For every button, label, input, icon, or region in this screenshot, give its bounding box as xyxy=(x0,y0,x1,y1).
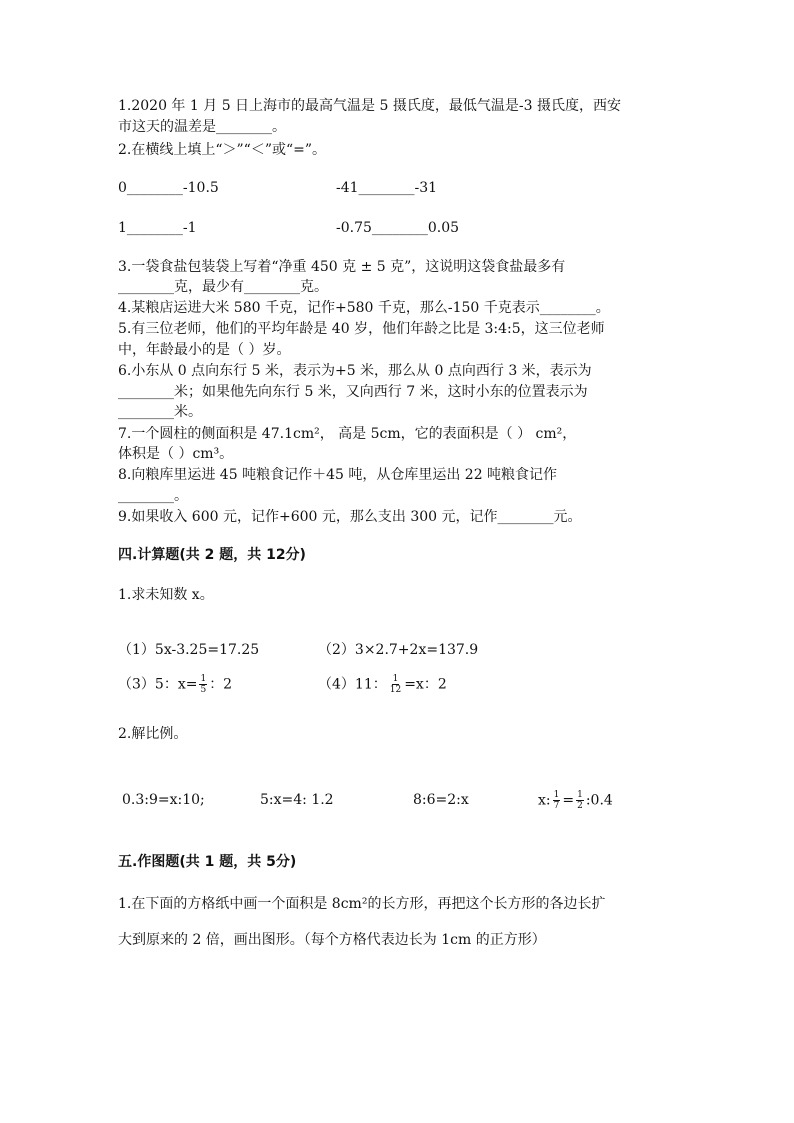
q6-line1: 6.小东从 0 点向东行 5 米，表示为+5 米，那么从 0 点向西行 3 米，表示为 xyxy=(118,363,592,379)
q8-line1: 8.向粮库里运进 45 吨粮食记作＋45 吨，从仓库里运出 22 吨粮食记作 xyxy=(118,467,558,483)
fraction-denominator: 5 xyxy=(200,685,207,695)
fraction-one-half xyxy=(576,790,584,811)
q7-line2: 体积是（ ）cm³。 xyxy=(118,446,234,462)
equation-3 xyxy=(118,674,232,695)
fraction-denominator: 12 xyxy=(389,685,402,695)
fraction-denominator: 2 xyxy=(577,801,583,811)
proportion-4-equals: = xyxy=(562,792,575,809)
section4-heading: 四.计算题(共 2 题，共 12分) xyxy=(118,547,306,563)
q7-line1: 7.一个圆柱的侧面积是 47.1cm²， 高是 5cm，它的表面积是（ ） cm²， xyxy=(118,426,577,442)
fraction-one-twelfth xyxy=(389,674,402,695)
q3-line1: 3.一袋食盐包装袋上写着“净重 450 克 ± 5 克”，这说明这袋食盐最多有 xyxy=(118,259,566,275)
s5-q1-line1: 1.在下面的方格纸中画一个面积是 8cm²的长方形，再把这个长方形的各边长扩 xyxy=(118,896,606,912)
proportion-1: 0.3:9=x:10; xyxy=(122,792,205,808)
equation-4-suffix: =x：2 xyxy=(404,676,447,693)
section5-heading: 五.作图题(共 1 题，共 5分) xyxy=(118,854,297,870)
q5-line2: 中，年龄最小的是（ ）岁。 xyxy=(118,342,291,358)
q2-item-1: 0________-10.5 xyxy=(118,180,219,196)
s4-q1-title: 1.求未知数 x。 xyxy=(118,587,214,603)
q2-item-2: -41________-31 xyxy=(336,180,438,196)
s4-q2-title: 2.解比例。 xyxy=(118,726,188,742)
equation-1: （1）5x-3.25=17.25 xyxy=(118,642,260,658)
q4-text: 4.某粮店运进大米 580 千克，记作+580 千克，那么-150 千克表示________。 xyxy=(118,300,610,316)
fraction-numerator: 1 xyxy=(553,790,560,800)
proportion-4-prefix: x: xyxy=(538,792,551,809)
q5-line1: 5.有三位老师，他们的平均年龄是 40 岁，他们年龄之比是 3:4:5，这三位老师 xyxy=(118,321,605,337)
equation-4-prefix: （4）11： xyxy=(318,676,387,693)
q2-item-3: 1________-1 xyxy=(118,220,197,236)
q2-title: 2.在横线上填上“＞”“＜”或“=”。 xyxy=(118,142,327,158)
equation-3-suffix: ：2 xyxy=(209,676,233,693)
fraction-numerator: 1 xyxy=(392,674,399,684)
q8-line2: ________。 xyxy=(118,488,188,504)
q1-line1: 1.2020 年 1 月 5 日上海市的最高气温是 5 摄氏度，最低气温是-3 摄氏度，西安 xyxy=(118,98,621,114)
proportion-4-suffix: :0.4 xyxy=(585,792,613,809)
equation-2: （2）3×2.7+2x=137.9 xyxy=(318,642,479,658)
q1-line2: 市这天的温差是________。 xyxy=(118,119,286,135)
fraction-one-fifth xyxy=(199,674,207,695)
fraction-numerator: 1 xyxy=(200,674,207,684)
proportion-4 xyxy=(538,790,613,811)
q3-line2: ________克，最少有________克。 xyxy=(118,279,328,295)
fraction-numerator: 1 xyxy=(577,790,583,800)
proportion-2: 5:x=4: 1.2 xyxy=(260,792,334,808)
q6-line2: ________米；如果他先向东行 5 米，又向西行 7 米，这时小东的位置表示为 xyxy=(118,384,588,400)
q9-text: 9.如果收入 600 元，记作+600 元，那么支出 300 元，记作________元。 xyxy=(118,509,582,525)
q6-line3: ________米。 xyxy=(118,404,202,420)
fraction-one-seventh xyxy=(553,790,561,811)
fraction-denominator: 7 xyxy=(553,801,560,811)
equation-4 xyxy=(318,674,447,695)
s5-q1-line2: 大到原来的 2 倍，画出图形。（每个方格代表边长为 1cm 的正方形） xyxy=(118,932,546,948)
equation-3-prefix: （3）5：x= xyxy=(118,676,198,693)
q2-item-4: -0.75________0.05 xyxy=(336,220,460,236)
proportion-3: 8:6=2:x xyxy=(413,792,469,808)
